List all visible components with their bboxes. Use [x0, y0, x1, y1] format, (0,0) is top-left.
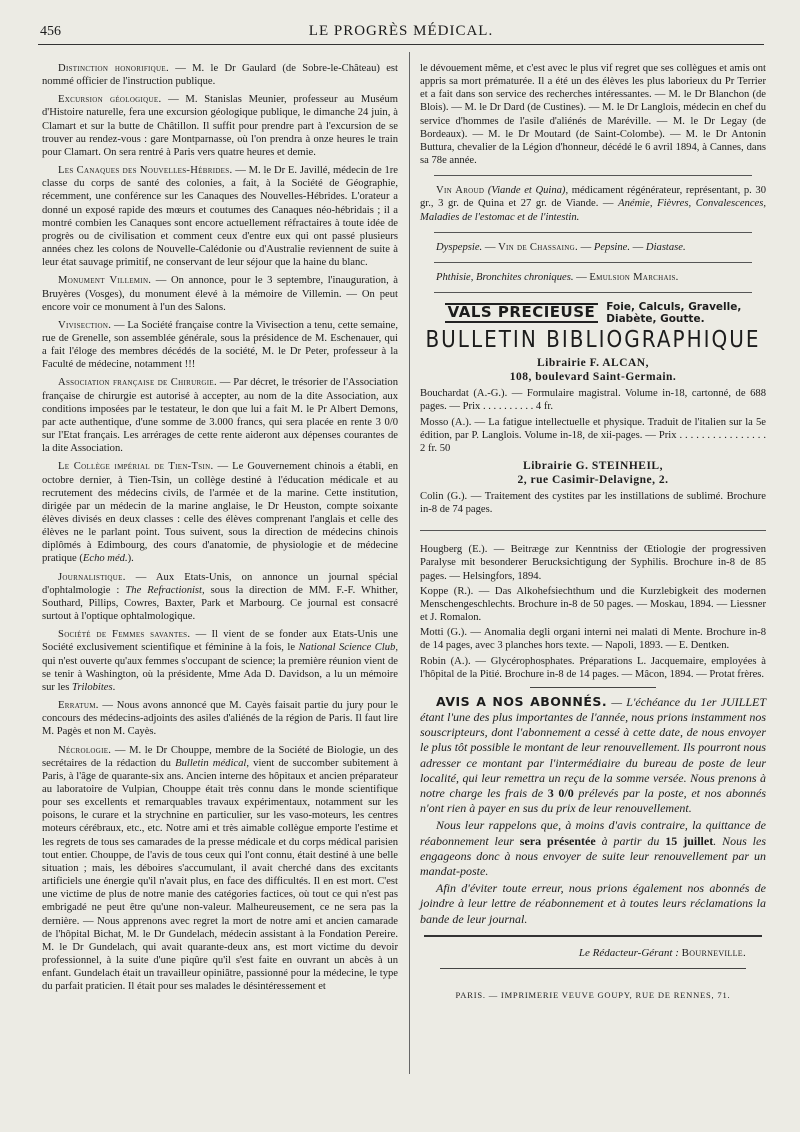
ref-bouchardat: Bouchardat (A.-G.). — Formulaire magistral. Volume in-18, cartonné, de 688 pages. — Prix . . . . . . . . . . 4 fr.: [420, 388, 766, 413]
bulletin-title: BULLETIN BIBLIOGRAPHIQUE: [425, 325, 761, 353]
divider-double: [424, 935, 762, 937]
item-erratum: Erratum. — Nous avons annoncé que M. Cayès faisait partie du jury pour le concours des médecins-adjoints des asiles d'aliénés de la région de Paris. Il faut lire M. Pagès et non M. Cayès.: [42, 700, 398, 738]
item-college: Le Collège impérial de Tien-Tsin. — Le Gouvernement chinois a établi, en octobre dernier, à Tien-Tsin, un collège destiné à l'éducation médicale et au recrutement des médecins civils, de l'armée et de la marine. Cette institution, dirigée par un médecin de la marine anglaise, le Dr Heuston, compte soixante élèves divisés en deux classes : celle des élèves comprenant l'anglais et celle des élèves ne le parlant point. Tous suivent, sous la direction de médecins chinois diplômés à Edimbourg, des cours d'anatomie, de physiologie et de médecine pratique (Echo méd.).: [42, 461, 398, 565]
item-vivisection: Vivisection. — La Société française contre la Vivisection a tenu, cette semaine, rue de Grenelle, son assemblée générale, sous la présidence de M. Eschenauer, qui a fait l'éloge des membres décédés de la société, M. le Dr Peter, professeur à la Faculté de médecine, notamment !!!: [42, 319, 398, 371]
avis-paragraph-1: AVIS A NOS ABONNÉS. — L'échéance du 1er JUILLET étant l'une des plus importantes de l'année, nous prions instamment nos souscripteurs, dont l'abonnement a cessé à cette date, de nous envoyer le plus tôt possible le montant de leur renouvellement. Ils pourront nous adresser ce montant par l'intermédiaire du bureau de poste de leur localité, qui leur remettra un reçu de la somme versée. Nous prenons à notre charge les frais de 3 0/0 prélevés par la poste, et nos abonnés n'ont rien à payer en sus du prix de leur renouvellement.: [420, 693, 766, 816]
avis-paragraph-3: Afin d'éviter toute erreur, nous prions également nos abonnés de joindre à leur lettre de réabonnement et à toutes leurs réclamations la bande de leur journal.: [420, 881, 766, 926]
divider: [434, 262, 752, 263]
divider-ornament: [530, 687, 656, 688]
divider: [434, 232, 752, 233]
ref-hougberg: Hougberg (E.). — Beitræge zur Kenntniss der Œtiologie der progressiven Paralyse mit besonderer Berucksichtigung der Syphilis. Brochure in-8 de 85 pages. — Helsingfors, 1894.: [420, 544, 766, 582]
publisher-alcan: Librairie F. ALCAN, 108, boulevard Saint-Germain.: [509, 357, 677, 384]
ad-dyspepsie: Dyspepsie. — Vin de Chassaing. — Pepsine. — Diastase.: [436, 241, 686, 253]
journal-title: LE PROGRÈS MÉDICAL.: [308, 23, 494, 39]
signature: Le Rédacteur-Gérant : Bourneville.: [578, 946, 746, 959]
column-divider: [409, 52, 410, 1074]
printer-imprint: PARIS. — IMPRIMERIE VEUVE GOUPY, RUE DE RENNES, 71.: [455, 990, 731, 1001]
ad-vin-aroud: Vin Aroud (Viande et Quina), médicament régénérateur, représentant, p. 30 gr., 3 gr. de Quina et 27 gr. de Viande. — Anémie, Fièvres, Convalescences, Maladies de l'estomac et de l'intestin.: [420, 185, 767, 223]
vals-description: Foie, Calculs, Gravelle, Diabète, Goutte.: [606, 301, 742, 326]
page-header: [40, 20, 762, 42]
item-femmes: Société de Femmes savantes. — Il vient de se fonder aux Etats-Unis une Société exclusivement scientifique et féminine à la fois, le National Science Club, qui n'est ouverte qu'aux femmes s'occupant de science; la première réunion vient de se tenir à Washington, où la présidente, Mme Ada D. Davidson, a lu un mémoire sur les Trilobites.: [42, 629, 399, 693]
avis-abonnes: [420, 694, 766, 927]
item-necrologie: Nécrologie. — M. le Dr Chouppe, membre de la Société de Biologie, un des secrétaires de la rédaction du Bulletin médical, vient de succomber subitement à Paris, à l'âge de quarante-six ans. Ancien interne des hôpitaux et ancien préparateur au laboratoire de Vulpian, Chouppe était très connu dans le monde scientifique pour ses excellents et remarquables travaux expérimentaux, notamment sur les poisons, le curare et la strychnine en particulier, sur les vaso-moteurs, les centres moteurs cérébraux, etc., etc. Notre ami et très aimable collègue emporte l'estime et les regrets de tous ses camarades de la presse médicale et du corps médical parisien tout entier. Chouppe, de l'avis de tous ceux qui l'ont connu, était destiné à une belle situation ; mais, les déboires s'accumulant, il avait cherché dans des excitants artificiels une énergie qu'il n'avait plus, en face des difficultés. Il en est mort. C'est une victime de plus de notre manie des catégories factices, où tout ce qui n'est pas embrigadé ne peut être qu'une non-valeur. Malheureusement, ce ne sera pas la dernière. — Nous apprenons avec regret la mort de notre ami et ancien camarade de l'hôpital Bichat, M. le Dr Gundelach, médecin assistant à la Fondation Pereire. M. le Dr Gundelach, qui avait quarante-deux ans, est mort victime du devoir professionnel, à la suite d'une piqûre qu'il s'est faite en ouvrant un abcès à un enfant. Gundelach était un travailleur opiniâtre, passionné pour la médecine, le type du parfait praticien. Il était pour ses malades le désintéressement et: [42, 744, 398, 993]
ad-phthisie: Phthisie, Bronchites chroniques. — Emulsion Marchais.: [436, 271, 679, 283]
ref-koppe: Koppe (R.). — Das Alkohefsiechthum und die Kurzlebigkeit des modernen Menschengeschlechts. Brochure in-8 de 50 pages. — Moskau, 1894. — Liessner et J. Romalon.: [420, 585, 766, 624]
ref-motti: Motti (G.). — Anomalia degli organi interni nei malati di Mente. Brochure in-8 de 14 pages, avec 3 planches hors texte. — Napoli, 1893. — E. Dentken.: [420, 627, 766, 652]
publisher-steinheil: Librairie G. STEINHEIL, 2, rue Casimir-Delavigne, 2.: [517, 459, 669, 486]
page-number: 456: [40, 24, 61, 39]
item-journalistique: Journalistique. — Aux Etats-Unis, on annonce un journal spécial d'ophtalmologie : The Refractionist, sous la direction de MM. F.-F. Whither, Southard, Pillips, Cowres, Baxter, Park et Marbourg. Ce journal est consacré surtout à l'optique ophtalmologique.: [42, 571, 398, 623]
item-canaques: Les Canaques des Nouvelles-Hébrides. — M. le Dr E. Javillé, médecin de 1re classe du corps de santé des colonies, a fait, à la Société de Géographie, récemment, une conférence sur les Canaques des Nouvelles-Hébrides. L'orateur a donné un exposé rapide des mœurs et coutumes des Canaques néo-hébridais ; il a montré combien les Canaques sont encore actuellement réfractaires à toute idée de progrès ou de civilisation et comment ceux d'entre eux qui ont passé plusieurs années chez les colons de Nouvelle-Calédonie ou d'Australie reviennent de suite à leur état sauvage primitif, ne conservant de leur séjour que la haine du blanc.: [42, 165, 398, 269]
ref-mosso: Mosso (A.). — La fatigue intellectuelle et physique. Traduit de l'italien sur la 5e édition, par P. Langlois. Volume in-18, de xii-pages. — Prix . . . . . . . . . . . . . . . . 2 fr. 50: [420, 416, 766, 454]
item-villemin: Monument Villemin. — On annonce, pour le 3 septembre, l'inauguration, à Bruyères (Vosges), du monument élevé à la mémoire de Villemin. — On peut encore voir ce monument à l'un des Salons.: [42, 275, 398, 313]
header-rule: [38, 44, 764, 45]
ref-robin: Robin (A.). — Glycérophosphates. Préparations L. Jacquemaire, employées à l'hôpital de la Pitié. Brochure in-8 de 14 pages. — Mâcon, 1894. — Protat frères.: [420, 655, 766, 680]
ref-colin: Colin (G.). — Traitement des cystites par les instillations de sublimé. Brochure in-8 de 74 pages.: [420, 490, 766, 516]
item-distinction: Distinction honorifique. — M. le Dr Gaulard (de Sobre-le-Château) est nommé officier de l'instruction publique.: [42, 63, 398, 88]
right-column: [420, 62, 766, 1002]
vals-logo: VALS PRÉCIEUSE: [445, 303, 599, 322]
divider: [434, 175, 752, 176]
necrologie-continued: le dévouement même, et c'est avec le plus vif regret que ses collègues et amis ont appris sa mort prématurée. Il a été un des élèves les plus laborieux du Pr Terrier et a fait dans son service des recherches intéressantes. — M. le Dr Blanchon (de Blois). — M. le Dr Dard (de Custines). — M. le Dr Langlois, médecin en chef du service d'hommes de l'asile d'aliénés de Maréville. — M. le Dr Legay (de Bordeaux). — M. le Dr Moutard (de Saint-Colombe). — M. le Dr Antonin Buttura, chevalier de la Légion d'honneur, décédé le 6 avril 1894, à Cannes, dans sa 78e année.: [420, 63, 766, 167]
avis-paragraph-2: Nous leur rappelons que, à moins d'avis contraire, la quittance de réabonnement leur sera présentée à partir du 15 juillet. Nous les engageons donc à nous envoyer de suite leur renouvellement par un mandat-poste.: [420, 818, 767, 879]
left-column: [42, 62, 398, 998]
divider: [434, 292, 752, 293]
item-chirurgie: Association française de Chirurgie. — Par décret, le trésorier de l'Association française de chirurgie est autorisé à accepter, au nom de la dite Association, aux conditions imposées par le testateur, le don que lui a fait M. le Pr Albert Demons, par acte authentique, d'une somme de 3.000 francs, qui sera placée en rente 3 0/0 sur l'Etat français. Les arrérages de cette rente aideront aux dépenses courantes de la dite Association.: [42, 377, 398, 455]
item-excursion: Excursion géologique. — M. Stanislas Meunier, professeur au Muséum d'Histoire naturelle, fera une excursion géologique publique, le dimanche 24 juin, à Clamart et sur la butte de Châtillon. Il suffit pour prendre part à l'excursion de se trouver au rendez-vous : gare Montparnasse, où l'on prendra à onze heures le train pour Clamart. On sera rentré à Paris vers quatre heures et demie.: [42, 94, 398, 158]
ad-vals-precieuse: [420, 301, 766, 325]
divider: [420, 530, 766, 531]
divider: [440, 968, 746, 969]
